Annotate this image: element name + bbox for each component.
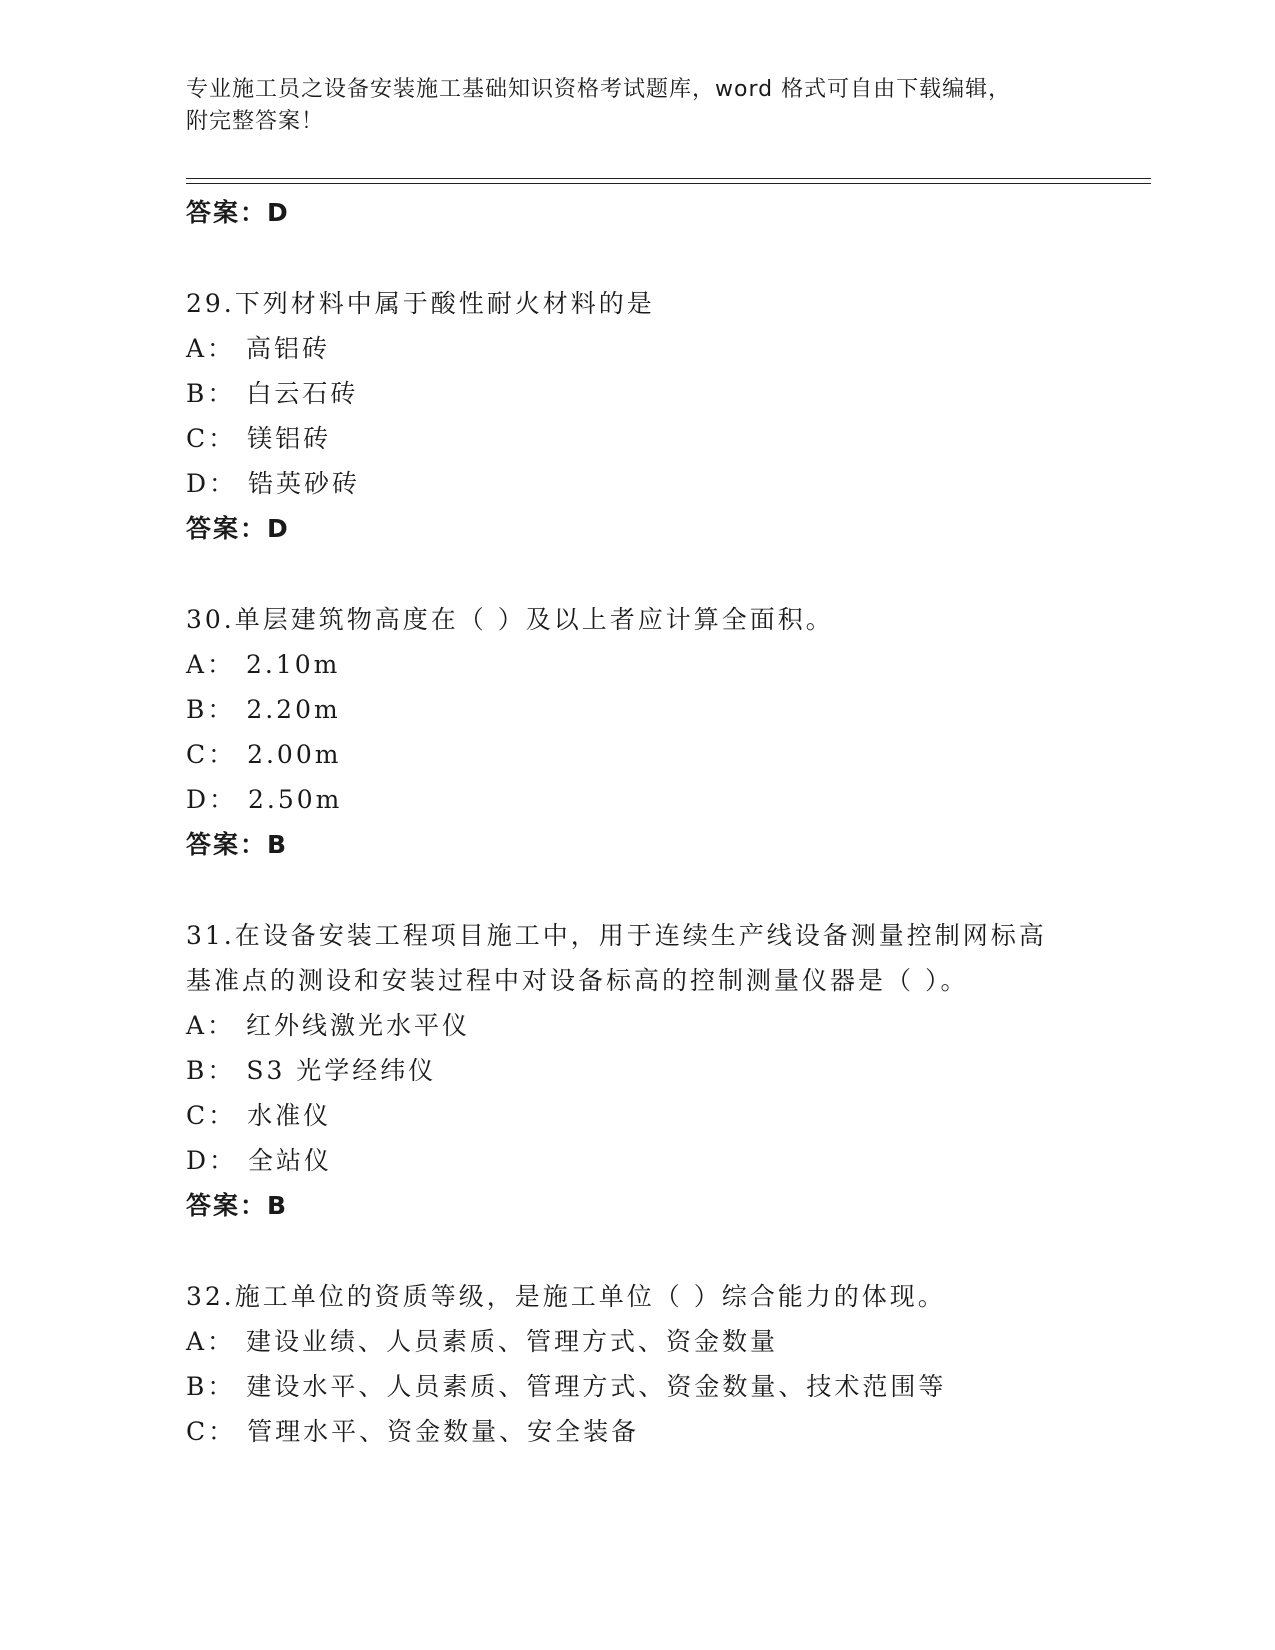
question-stem: 29.下列材料中属于酸性耐火材料的是: [186, 289, 655, 318]
question-list: [186, 190, 1086, 1454]
option-b: B： 2.20m: [186, 695, 341, 724]
header-line-1: 专业施工员之设备安装施工基础知识资格考试题库，word 格式可自由下载编辑，: [186, 77, 1012, 102]
option-a: A： 高铝砖: [186, 334, 331, 363]
header-rule-top: [186, 178, 1151, 179]
option-b: B： 白云石砖: [186, 379, 359, 408]
question-30: [186, 597, 1086, 867]
option-a: A： 红外线激光水平仪: [186, 1011, 471, 1040]
question-stem: 32.施工单位的资质等级，是施工单位（ ）综合能力的体现。: [186, 1282, 946, 1311]
question-stem: 30.单层建筑物高度在（ ）及以上者应计算全面积。: [186, 605, 834, 634]
document-header: [186, 74, 1086, 138]
question-stem-line-2: 基准点的测设和安装过程中对设备标高的控制测量仪器是（ ）。: [186, 966, 969, 995]
spacer: [186, 867, 1086, 913]
question-29: [186, 281, 1086, 551]
question-stem-line-1: 31.在设备安装工程项目施工中，用于连续生产线设备测量控制网标高: [186, 921, 1047, 950]
spacer: [186, 235, 1086, 281]
option-d: D： 全站仪: [186, 1146, 332, 1175]
header-rule-bottom: [186, 183, 1151, 184]
option-c: C： 2.00m: [186, 740, 342, 769]
option-c: C： 管理水平、资金数量、安全装备: [186, 1417, 640, 1446]
answer: 答案：D: [186, 514, 290, 543]
option-c: C： 水准仪: [186, 1101, 332, 1130]
answer: 答案：B: [186, 830, 289, 859]
question-31: [186, 913, 1086, 1228]
option-a: A： 2.10m: [186, 650, 341, 679]
option-d: D： 2.50m: [186, 785, 343, 814]
option-b: B： S3 光学经纬仪: [186, 1056, 437, 1085]
option-d: D： 锆英砂砖: [186, 469, 360, 498]
spacer: [186, 551, 1086, 597]
previous-answer: 答案：D: [186, 198, 290, 227]
option-c: C： 镁铝砖: [186, 424, 332, 453]
option-a: A： 建设业绩、人员素质、管理方式、资金数量: [186, 1327, 779, 1356]
answer: 答案：B: [186, 1191, 289, 1220]
spacer: [186, 1228, 1086, 1274]
question-32: [186, 1274, 1086, 1454]
header-line-2: 附完整答案！: [186, 109, 325, 134]
option-b: B： 建设水平、人员素质、管理方式、资金数量、技术范围等: [186, 1372, 947, 1401]
